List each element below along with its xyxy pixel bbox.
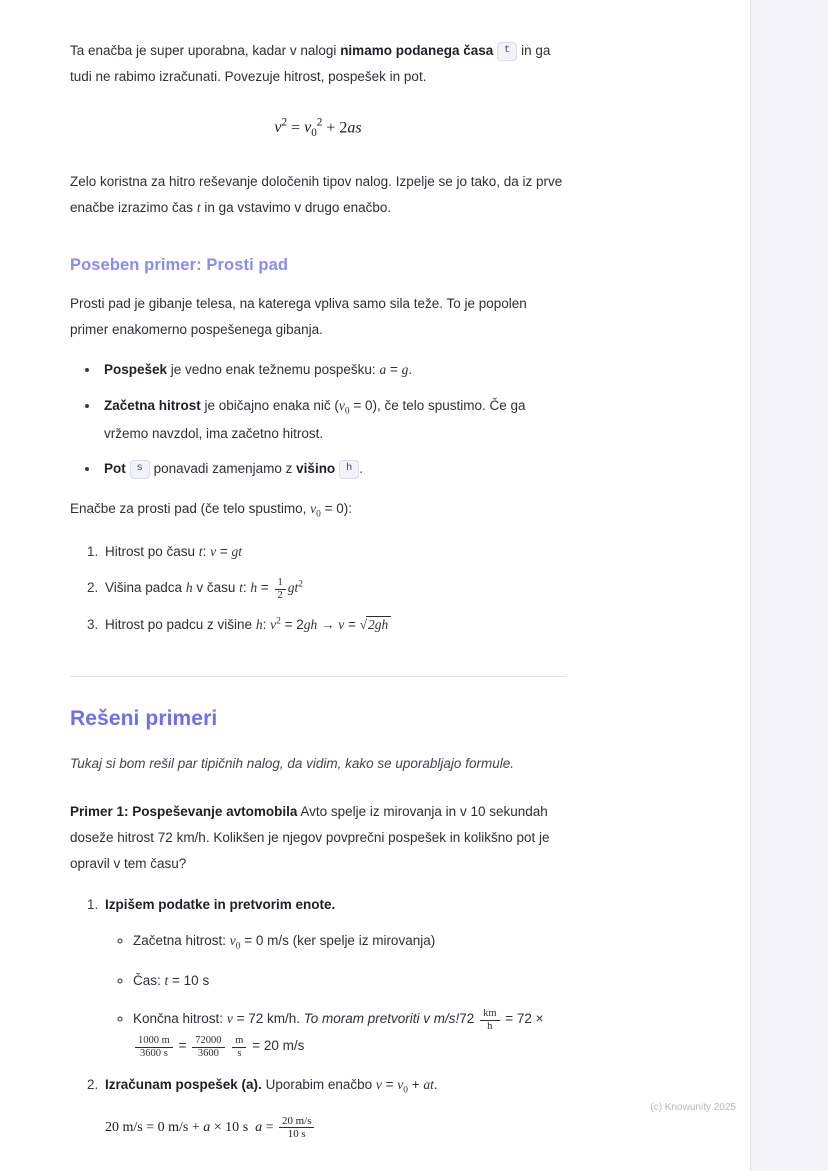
page-right-margin-strip xyxy=(751,0,828,1171)
inline-code-s: s xyxy=(130,460,150,479)
list-item: • Začetna hitrost je običajno enaka nič $(v_0 = 0)$, če telo spustimo. Če ga vržemo navzdol, ima začetno hitrost. xyxy=(100,393,566,447)
list-item xyxy=(100,456,566,482)
solved-examples-note: Tukaj si bom rešil par tipičnih nalog, da vidim, kako se uporabljajo formule. xyxy=(70,756,514,772)
step-2-equation: 20 m/s = 0 m/s + a × 10 s a = $\frac{20 m/s}{10 s}$ xyxy=(105,1114,566,1141)
after-equation-paragraph: Zelo koristna za hitro reševanje določenih tipov nalog. Izpelje se jo tako, da iz prve enačbe izrazimo čas t in ga vstavimo v drugo enačbo. xyxy=(70,174,563,216)
inline-code-h: h xyxy=(339,460,359,479)
free-fall-equation-list xyxy=(70,539,566,639)
main-equation: $v^2 = v_0^2 + 2as$ xyxy=(274,116,362,140)
section-heading-solved-examples: Rešeni primeri xyxy=(70,707,218,731)
intro-text-before: Ta enačba je super uporabna, kadar v nalogi xyxy=(70,43,341,58)
list-item: 1. Hitrost po času t: v = gt xyxy=(102,539,566,565)
copyright-notice: (c) Knowunity 2025 xyxy=(650,1102,736,1113)
bullet-text-3-mid: ponavadi zamenjamo z xyxy=(149,461,297,477)
free-fall-bullet-list xyxy=(70,357,566,482)
list-item: • Pospešek je vedno enak težnemu pospešku: a = g. xyxy=(100,357,566,383)
section-divider xyxy=(70,676,566,677)
intro-text-after: in ga tudi ne rabimo izračunati. Povezuje hitrost, pospešek in pot. xyxy=(70,43,551,85)
list-item: ◦ Začetna hitrost: $v_0 = 0$ m/s (ker spelje iz mirovanja) xyxy=(133,928,566,956)
list-item: ◦ Čas: t = 10 s xyxy=(133,968,566,994)
list-item: 2. Izračunam pospešek (a). Uporabim enačbo $v = v_0$ + at. 20 m/s = 0 m/s + a × 10 s a = $\frac{20 m/s}{10 s}$ xyxy=(102,1072,566,1141)
inline-code-t: t xyxy=(497,42,517,61)
section-heading-free-fall: Poseben primer: Prosti pad xyxy=(70,255,289,274)
bullet-text-1: je vedno enak težnemu pospešku: xyxy=(167,362,380,378)
step-1-bold: Izpišem podatke in pretvorim enote. xyxy=(105,896,336,912)
step-2-bold: Izračunam pospešek (a). xyxy=(105,1077,262,1093)
bullet-bold-visino: višino xyxy=(296,461,336,477)
bullet-bold-zacetna-hitrost: Začetna hitrost xyxy=(104,397,201,413)
example-1-steps xyxy=(70,892,566,1142)
list-item: 3. Hitrost po padcu z višine h: $v^2 = 2gh \to v = √2gh$ xyxy=(102,612,566,638)
step-2-text: Uporabim enačbo xyxy=(261,1077,376,1093)
bullet-text-3-end: . xyxy=(359,461,364,477)
intro-bold: nimamo podanega časa xyxy=(340,43,494,58)
free-fall-paragraph: Prosti pad je gibanje telesa, na katerega vpliva samo sila teže. To je popolen primer enakomerno pospešenega gibanja. xyxy=(70,295,527,338)
list-item: 2. Višina padca h v času t: h = $\frac{1}{2}$ $gt^2$ xyxy=(102,575,566,602)
bullet-math-1: a xyxy=(379,362,387,378)
step-1-sublist xyxy=(105,928,566,1060)
example-1-text: Avto speljе iz mirovanja in v 10 sekundah doseže hitrost 72 km/h. Kolikšen je njegov povprečni pospešek in kolikšno pot je opravil v tem času? xyxy=(70,803,550,872)
example-1-title: Primer 1: Pospeševanje avtomobila xyxy=(70,803,298,819)
bullet-bold-pot: Pot xyxy=(104,461,126,477)
list-item xyxy=(102,892,566,1061)
example-1-paragraph xyxy=(70,799,566,878)
free-fall-equations-intro: Enačbe za prosti pad (če telo spustimo, $v_0 = 0$): xyxy=(70,501,352,521)
bullet-bold-pospesek: Pospešek xyxy=(104,362,168,378)
list-item: ◦ Končna hitrost: v = 72 km/h. To moram pretvoriti v m/s!72 $\frac{km}{h}$ = 72 × $\frac{1000 m}{3600 s}$ = $\frac{72000}{3600}$ $\frac{m}{s}$ = 20 m/s xyxy=(133,1006,566,1060)
intro-paragraph xyxy=(70,38,566,91)
